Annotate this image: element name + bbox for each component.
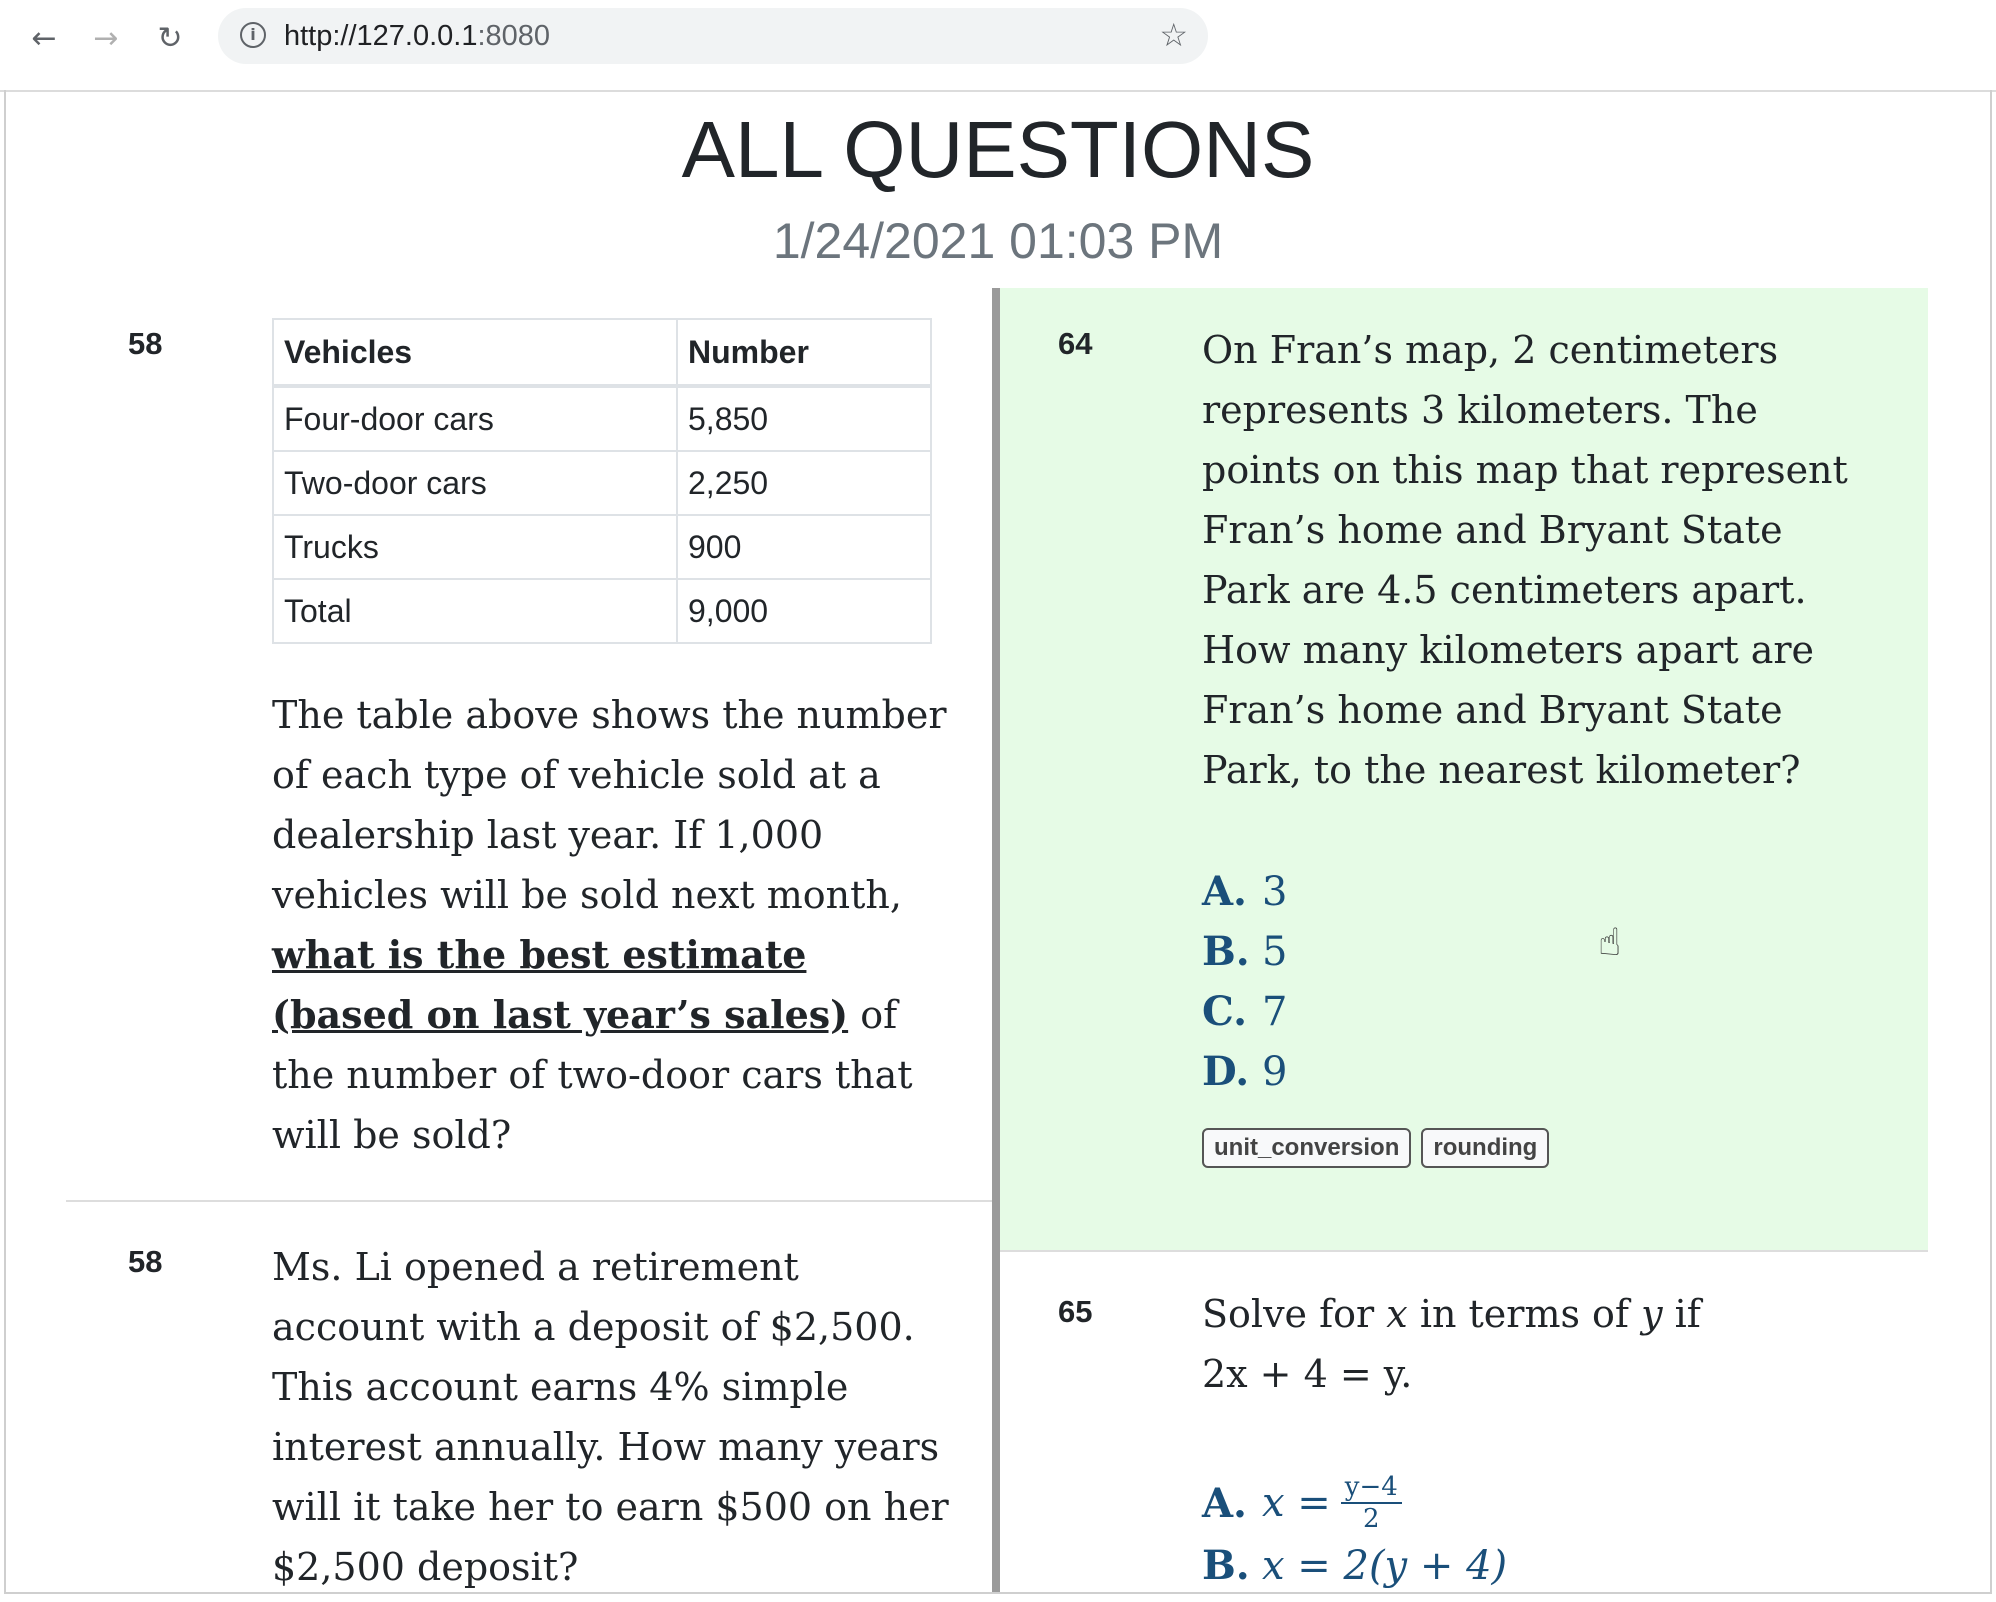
choice-value: 3 bbox=[1262, 869, 1288, 915]
table-cell: Two-door cars bbox=[273, 451, 677, 515]
question-text-part: in terms of bbox=[1407, 1292, 1642, 1336]
info-icon[interactable]: i bbox=[240, 22, 266, 48]
question-number: 58 bbox=[128, 326, 163, 361]
choice-letter: B. bbox=[1202, 928, 1250, 975]
choice-letter: B. bbox=[1202, 1542, 1250, 1589]
answer-choice[interactable] bbox=[1202, 868, 1287, 915]
url-port: :8080 bbox=[477, 20, 551, 52]
fraction-denominator: 2 bbox=[1363, 1504, 1380, 1534]
page-title: ALL QUESTIONS bbox=[681, 105, 1315, 194]
page-timestamp: 1/24/2021 01:03 PM bbox=[772, 213, 1224, 269]
choice-letter: C. bbox=[1202, 988, 1248, 1035]
math-equation: 2x + 4 = y. bbox=[1202, 1352, 1413, 1396]
math-variable: x bbox=[1386, 1292, 1408, 1336]
question-number: 58 bbox=[128, 1244, 163, 1279]
question-separator bbox=[66, 1200, 992, 1202]
table-cell: Four-door cars bbox=[273, 386, 677, 451]
choice-letter: D. bbox=[1202, 1048, 1250, 1095]
table-cell: 9,000 bbox=[677, 579, 931, 643]
frame-border-left bbox=[4, 90, 6, 1592]
question-text-part: if bbox=[1662, 1292, 1701, 1336]
question-emphasis: what is the best estimate (based on last year’s sales) bbox=[272, 932, 849, 1037]
question-text-part: Solve for bbox=[1202, 1292, 1387, 1336]
question-text: On Fran’s map, 2 centimeters represents 3 kilometers. The points on this map that represent Fran’s home and Bryant State Park are 4.5 centimeters apart. How many kilometers apart are Fran’s home and Bryant State Park, to the nearest kilometer? bbox=[1202, 328, 1848, 792]
url-text[interactable] bbox=[284, 20, 550, 53]
fraction-numerator: y−4 bbox=[1341, 1472, 1402, 1504]
question-text bbox=[272, 685, 952, 1165]
table-header-row bbox=[273, 319, 931, 386]
table-cell: 2,250 bbox=[677, 451, 931, 515]
frame-border-right bbox=[1990, 90, 1992, 1592]
math-variable: y bbox=[1641, 1292, 1663, 1336]
table-row bbox=[273, 515, 931, 579]
question-text bbox=[1202, 1284, 1882, 1404]
answer-choice[interactable] bbox=[1202, 988, 1287, 1035]
choice-letter: A. bbox=[1202, 868, 1247, 915]
table-cell: Total bbox=[273, 579, 677, 643]
table-row bbox=[273, 451, 931, 515]
question-number: 65 bbox=[1058, 1294, 1093, 1329]
table-row bbox=[273, 579, 931, 643]
tag-badge[interactable]: rounding bbox=[1421, 1128, 1549, 1168]
bookmark-star-icon[interactable]: ☆ bbox=[1159, 16, 1188, 54]
table-cell: 5,850 bbox=[677, 386, 931, 451]
question-separator bbox=[1000, 1250, 1928, 1252]
back-icon[interactable]: ← bbox=[31, 20, 57, 56]
answer-choice[interactable] bbox=[1202, 1472, 1402, 1534]
choice-value: 9 bbox=[1262, 1049, 1288, 1095]
choice-value: 5 bbox=[1262, 929, 1288, 975]
hand-cursor-icon: ☝ bbox=[1598, 920, 1622, 964]
table-header: Vehicles bbox=[273, 319, 677, 386]
url-host: http://127.0.0.1 bbox=[284, 20, 478, 52]
choice-value: x = 2(y + 4) bbox=[1262, 1543, 1508, 1589]
browser-toolbar bbox=[0, 0, 1996, 92]
question-number: 64 bbox=[1058, 326, 1093, 361]
answer-choice[interactable] bbox=[1202, 1542, 1507, 1589]
reload-icon[interactable]: ↻ bbox=[157, 20, 183, 56]
question-text-part: The table above shows the number of each type of vehicle sold at a dealership last year. If 1,000 vehicles will be sold next month, bbox=[272, 693, 947, 917]
table-header: Number bbox=[677, 319, 931, 386]
answer-choice[interactable] bbox=[1202, 928, 1287, 975]
choice-lhs: x = bbox=[1262, 1480, 1331, 1526]
choice-letter: A. bbox=[1202, 1479, 1247, 1527]
fraction bbox=[1341, 1472, 1402, 1534]
tag-badge[interactable]: unit_conversion bbox=[1202, 1128, 1411, 1168]
column-divider bbox=[992, 288, 1000, 1592]
table-cell: 900 bbox=[677, 515, 931, 579]
question-text: Ms. Li opened a retirement account with a deposit of $2,500. This account earns 4% simple interest annually. How many years will it take her to earn $500 on her $2,500 deposit? bbox=[272, 1245, 949, 1589]
tag-list bbox=[1202, 1128, 1549, 1168]
table-row bbox=[273, 386, 931, 451]
answer-choice[interactable] bbox=[1202, 1048, 1287, 1095]
vehicles-table bbox=[272, 318, 932, 644]
question-text-part: of the number of two-door cars that will be sold? bbox=[272, 993, 913, 1157]
address-bar[interactable] bbox=[218, 8, 1208, 64]
choice-value: 7 bbox=[1262, 989, 1288, 1035]
table-cell: Trucks bbox=[273, 515, 677, 579]
forward-icon[interactable]: → bbox=[93, 20, 119, 56]
